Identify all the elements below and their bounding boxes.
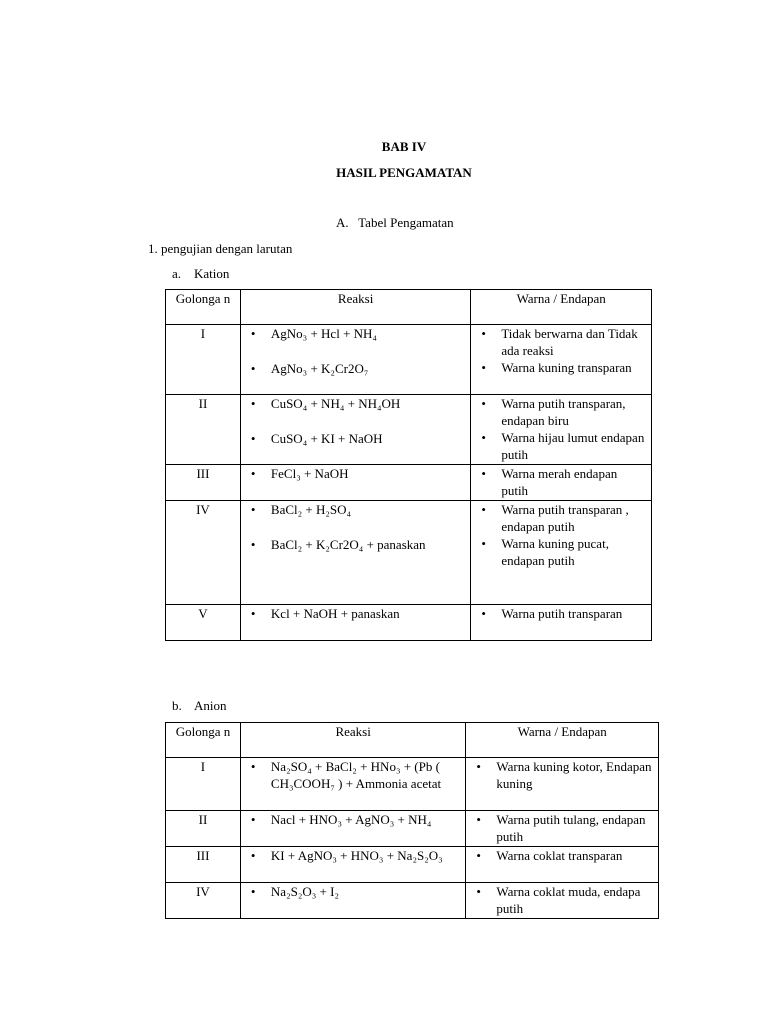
list-item: • Warna merah endapan putih	[475, 465, 647, 499]
list-item: • Warna putih transparan , endapan putih	[475, 501, 647, 535]
item-1-heading: 1. pengujian dengan larutan	[148, 241, 293, 256]
col-header-reaksi: Reaksi	[240, 290, 470, 325]
golongan-cell: II	[166, 811, 241, 847]
list-item: • BaCl₂ + K₂Cr2O₄ + panaskan	[245, 536, 466, 553]
warna-cell	[471, 395, 652, 465]
kation-table	[165, 289, 652, 641]
reaksi-cell	[240, 811, 465, 847]
golongan-cell: IV	[166, 883, 241, 919]
table-row	[166, 465, 652, 501]
list-item: • BaCl₂ + H₂SO₄	[245, 501, 466, 518]
warna-cell	[466, 847, 659, 883]
col-header-golongan: Golonga n	[166, 290, 241, 325]
chapter-heading: BAB IV	[381, 139, 427, 154]
reaksi-cell	[240, 883, 465, 919]
table-row	[166, 811, 659, 847]
list-item: • Warna hijau lumut endapan putih	[475, 429, 647, 463]
list-item: • Nacl + HNO₃ + AgNO₃ + NH₄	[245, 811, 461, 828]
reaksi-cell	[240, 605, 470, 641]
warna-cell	[471, 325, 652, 395]
list-item: • CuSO₄ + KI + NaOH	[245, 430, 466, 447]
golongan-cell: I	[166, 758, 241, 811]
table-row	[166, 605, 652, 641]
warna-cell	[466, 883, 659, 919]
table-row	[166, 395, 652, 465]
list-item: • Warna putih transparan	[475, 605, 647, 622]
list-item: • Warna coklat transparan	[470, 847, 654, 864]
sub-a-heading: a. Kation	[172, 266, 230, 281]
list-item: • AgNo₃ + Hcl + NH₄	[245, 325, 466, 342]
col-header-warna: Warna / Endapan	[466, 723, 659, 758]
section-a-heading: A. Tabel Pengamatan	[336, 215, 454, 230]
warna-cell	[471, 465, 652, 501]
golongan-cell: II	[166, 395, 241, 465]
table-row	[166, 325, 652, 395]
list-item: • Warna kuning pucat, endapan putih	[475, 535, 647, 569]
reaksi-cell	[240, 758, 465, 811]
warna-cell	[471, 501, 652, 605]
reaksi-cell	[240, 501, 470, 605]
list-item: • Warna coklat muda, endapa putih	[470, 883, 654, 917]
sub-b-heading: b. Anion	[172, 698, 227, 713]
list-item: • KI + AgNO₃ + HNO₃ + Na₂S₂O₃	[245, 847, 461, 864]
anion-table	[165, 722, 659, 919]
list-item: • Tidak berwarna dan Tidak ada reaksi	[475, 325, 647, 359]
list-item: • Na₂SO₄ + BaCl₂ + HNo₃ + (Pb ( CH₃COOH₇ ) + Ammonia acetat	[245, 758, 461, 792]
reaksi-cell	[240, 847, 465, 883]
col-header-warna: Warna / Endapan	[471, 290, 652, 325]
golongan-cell: III	[166, 465, 241, 501]
list-item: • Warna putih tulang, endapan putih	[470, 811, 654, 845]
warna-cell	[466, 811, 659, 847]
warna-cell	[471, 605, 652, 641]
list-item: • AgNo₃ + K₂Cr2O₇	[245, 360, 466, 377]
list-item: • Na₂S₂O₃ + I₂	[245, 883, 461, 900]
golongan-cell: I	[166, 325, 241, 395]
reaksi-cell	[240, 325, 470, 395]
list-item: • CuSO₄ + NH₄ + NH₄OH	[245, 395, 466, 412]
table-row	[166, 758, 659, 811]
page-title: HASIL PENGAMATAN	[336, 165, 472, 180]
anion-header-row	[166, 723, 659, 758]
golongan-cell: IV	[166, 501, 241, 605]
warna-cell	[466, 758, 659, 811]
list-item: • Warna kuning kotor, Endapan kuning	[470, 758, 654, 792]
table-row	[166, 883, 659, 919]
kation-header-row	[166, 290, 652, 325]
reaksi-cell	[240, 395, 470, 465]
list-item: • Kcl + NaOH + panaskan	[245, 605, 466, 622]
golongan-cell: V	[166, 605, 241, 641]
col-header-golongan: Golonga n	[166, 723, 241, 758]
col-header-reaksi: Reaksi	[240, 723, 465, 758]
table-row	[166, 847, 659, 883]
table-row	[166, 501, 652, 605]
list-item: • FeCl₃ + NaOH	[245, 465, 466, 482]
list-item: • Warna putih transparan, endapan biru	[475, 395, 647, 429]
reaksi-cell	[240, 465, 470, 501]
golongan-cell: III	[166, 847, 241, 883]
list-item: • Warna kuning transparan	[475, 359, 647, 376]
